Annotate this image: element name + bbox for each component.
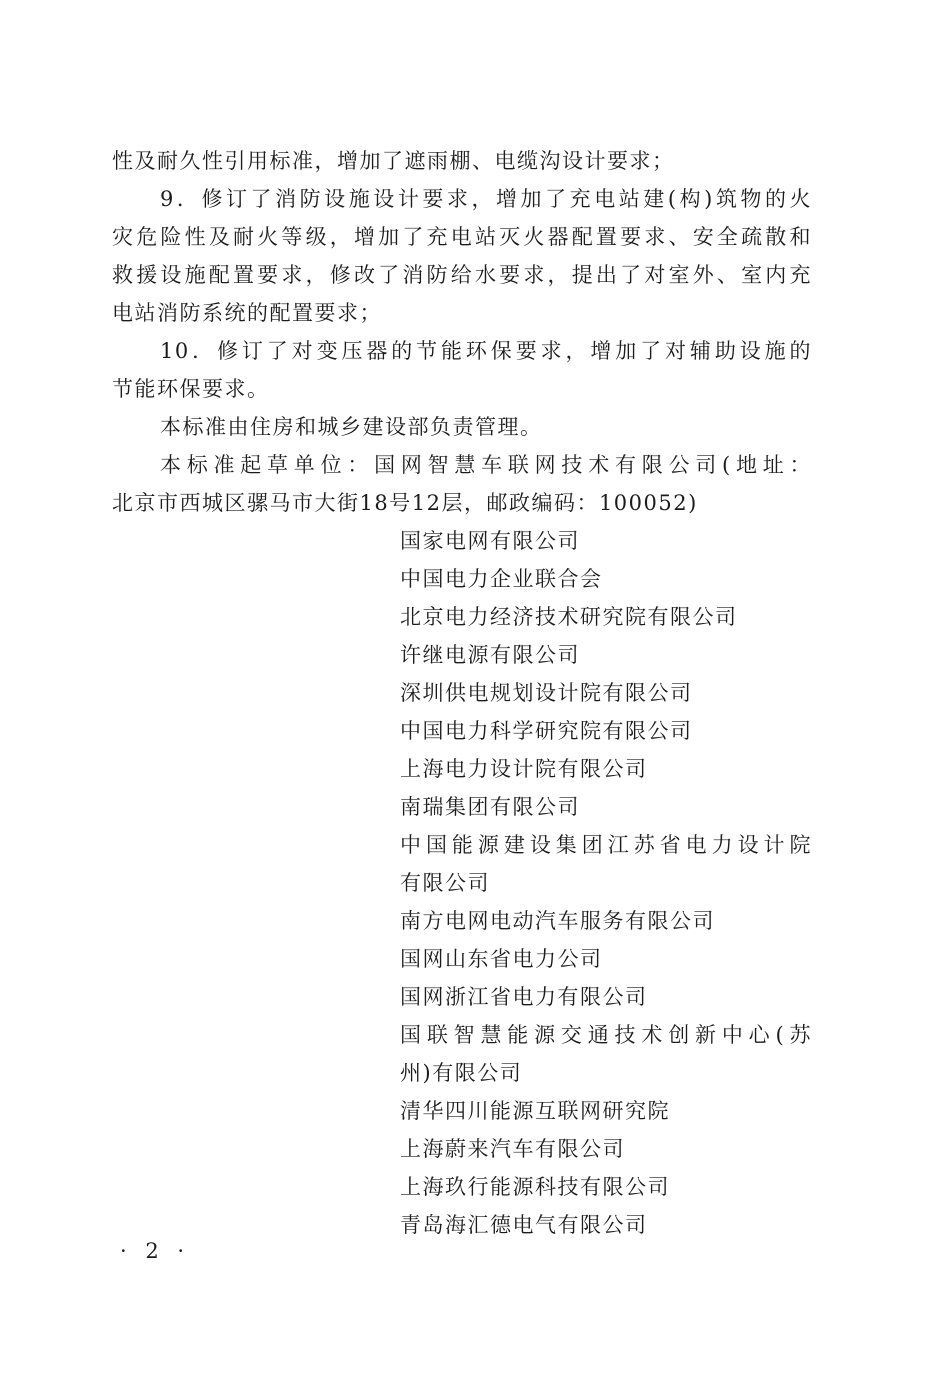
body-line: 性及耐久性引用标准，增加了遮雨棚、电缆沟设计要求； bbox=[112, 149, 675, 173]
organization-item: 中国电力企业联合会 bbox=[400, 567, 603, 591]
body-line: 电站消防系统的配置要求； bbox=[112, 301, 382, 325]
organization-item: 州)有限公司 bbox=[400, 1061, 523, 1085]
organization-item: 有限公司 bbox=[400, 871, 490, 895]
body-line: 北京市西城区骡马市大街18号12层，邮政编码：100052) bbox=[112, 491, 698, 515]
organization-item: 北京电力经济技术研究院有限公司 bbox=[400, 605, 738, 629]
organization-item: 中国电力科学研究院有限公司 bbox=[400, 719, 693, 743]
organization-item: 南瑞集团有限公司 bbox=[400, 795, 580, 819]
body-line: 本标准由住房和城乡建设部负责管理。 bbox=[160, 415, 543, 439]
organization-item: 中国能源建设集团江苏省电力设计院 bbox=[400, 833, 812, 857]
page-number: · 2 · bbox=[120, 1239, 191, 1263]
organization-item: 国网山东省电力公司 bbox=[400, 947, 603, 971]
organization-item: 国联智慧能源交通技术创新中心(苏 bbox=[400, 1023, 812, 1047]
organization-item: 许继电源有限公司 bbox=[400, 643, 580, 667]
body-line: 灾危险性及耐火等级，增加了充电站灭火器配置要求、安全疏散和 bbox=[112, 225, 812, 249]
organization-item: 南方电网电动汽车服务有限公司 bbox=[400, 909, 715, 933]
body-line: 10．修订了对变压器的节能环保要求，增加了对辅助设施的 bbox=[160, 339, 812, 363]
organization-item: 青岛海汇德电气有限公司 bbox=[400, 1213, 648, 1237]
body-line: 9．修订了消防设施设计要求，增加了充电站建(构)筑物的火 bbox=[160, 187, 812, 211]
body-line: 节能环保要求。 bbox=[112, 377, 270, 401]
organization-item: 深圳供电规划设计院有限公司 bbox=[400, 681, 693, 705]
body-line: 救援设施配置要求，修改了消防给水要求，提出了对室外、室内充 bbox=[112, 263, 812, 287]
organization-item: 上海电力设计院有限公司 bbox=[400, 757, 648, 781]
organization-item: 上海玖行能源科技有限公司 bbox=[400, 1175, 670, 1199]
body-line: 本标准起草单位：国网智慧车联网技术有限公司(地址： bbox=[160, 453, 812, 477]
organization-item: 上海蔚来汽车有限公司 bbox=[400, 1137, 625, 1161]
organization-item: 清华四川能源互联网研究院 bbox=[400, 1099, 670, 1123]
organization-item: 国网浙江省电力有限公司 bbox=[400, 985, 648, 1009]
organization-item: 国家电网有限公司 bbox=[400, 529, 580, 553]
